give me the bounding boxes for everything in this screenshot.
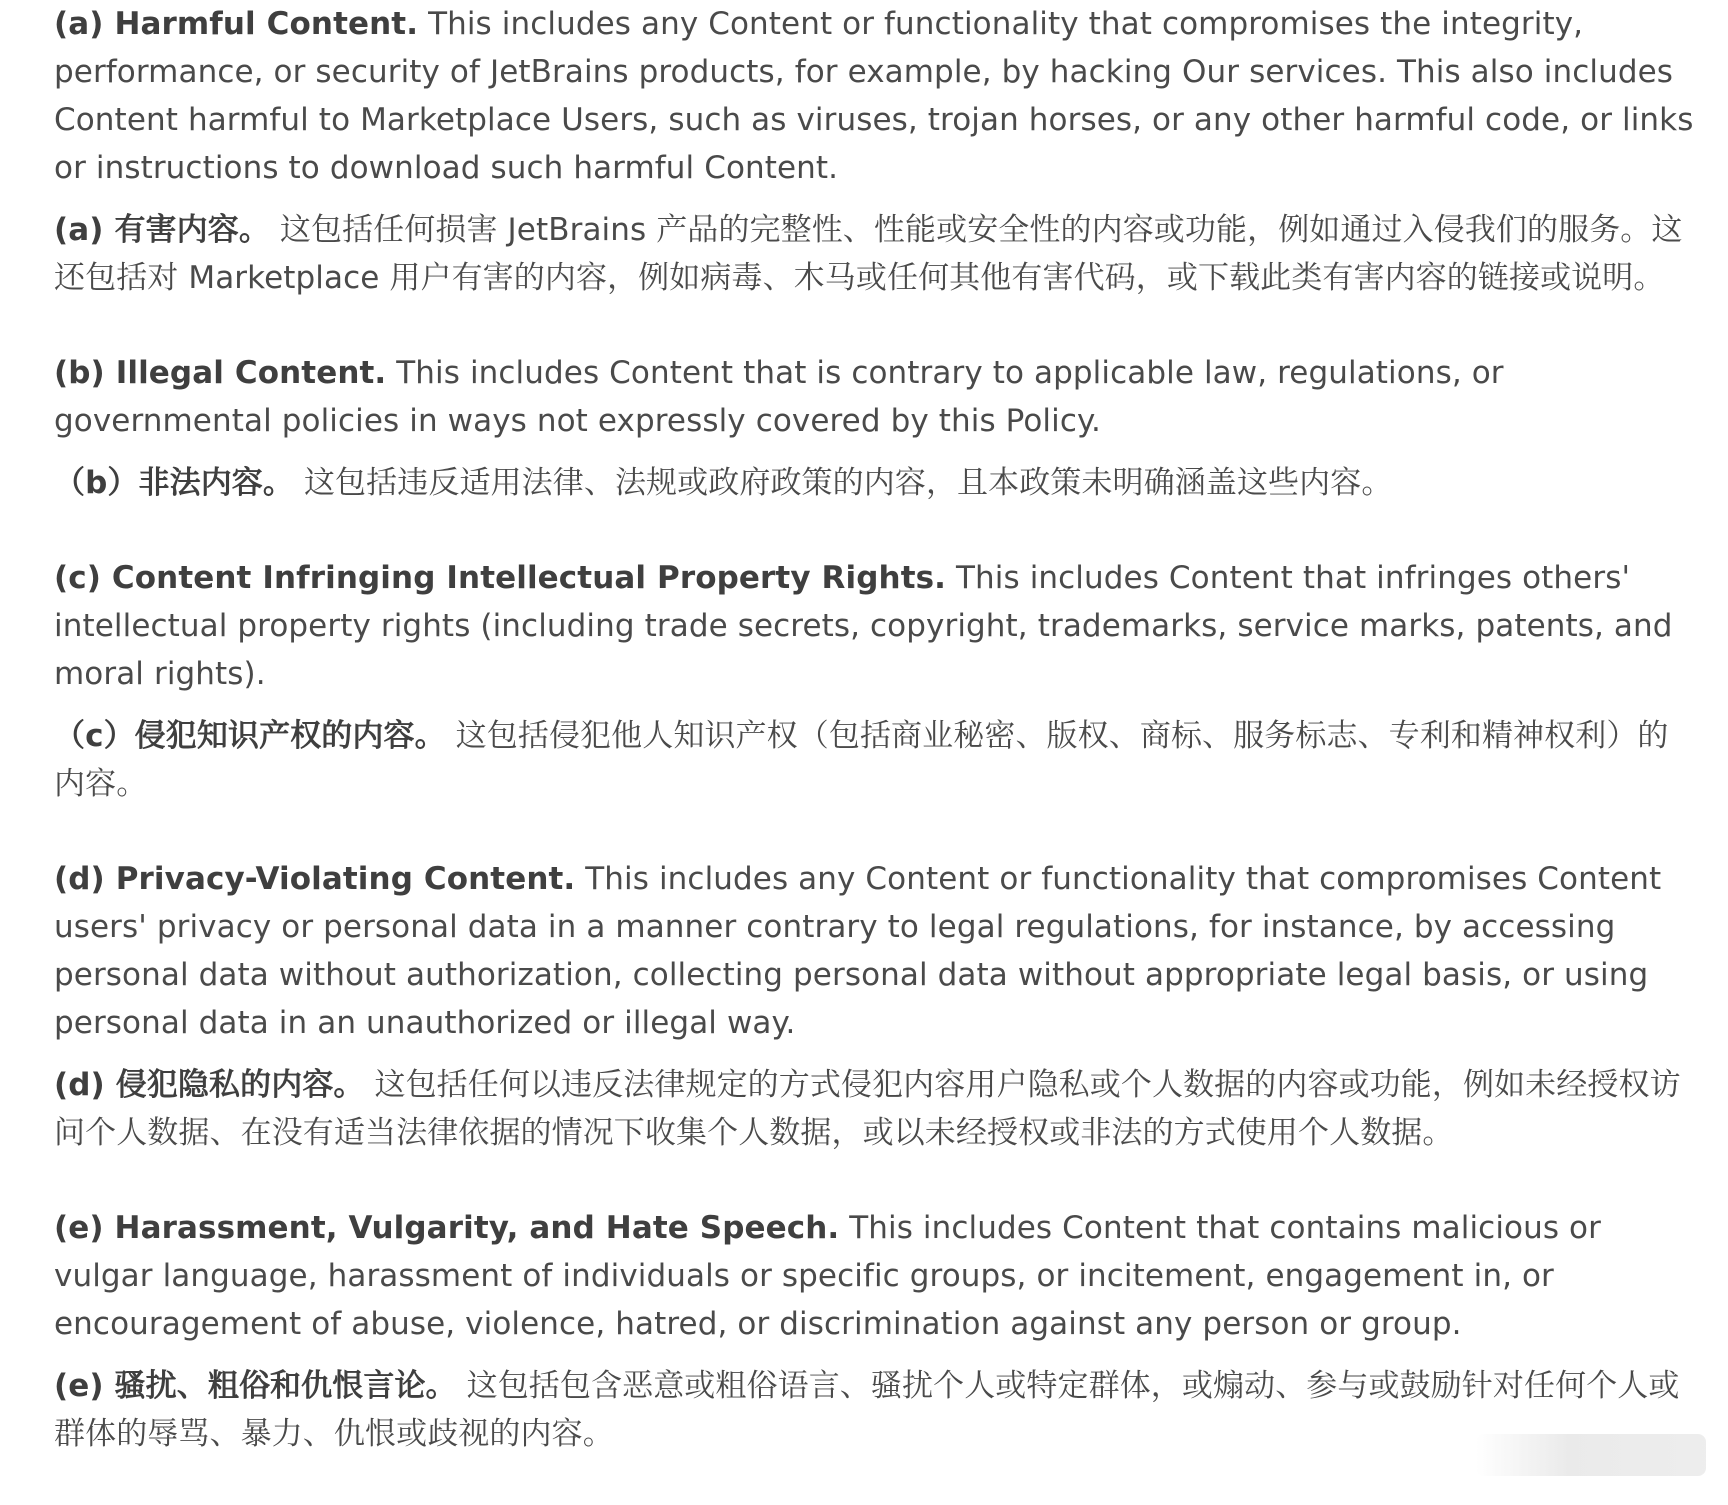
section-body: 这包括违反适用法律、法规或政府政策的内容，且本政策未明确涵盖这些内容。 — [294, 465, 1393, 501]
section-heading: (c) Content Infringing Intellectual Property Rights. — [54, 560, 947, 596]
section-ip-infringing-content — [54, 554, 1694, 808]
paragraph-chinese — [54, 1362, 1694, 1458]
paragraph-english — [54, 1204, 1694, 1348]
section-body: This includes Content that contains malicious or vulgar language, harassment of individuals or specific groups, or incitement, engagement in, or encouragement of abuse, violence, hatred, or discrimination against any person or group. — [54, 1210, 1601, 1342]
paragraph-english — [54, 855, 1694, 1047]
section-body: This includes any Content or functionality that compromises the integrity, performance, or security of JetBrains products, for example, by hacking Our services. This also includes Content harmful to Marketplace Users, such as viruses, trojan horses, or any other harmful code, or links or instructions to download such harmful Content. — [54, 6, 1694, 186]
section-harmful-content — [54, 0, 1694, 302]
section-body: This includes Content that is contrary to applicable law, regulations, or governmental policies in ways not expressly covered by this Policy. — [54, 355, 1504, 439]
paragraph-english — [54, 554, 1694, 698]
section-heading: (d) Privacy-Violating Content. — [54, 861, 576, 897]
paragraph-english — [54, 349, 1694, 445]
paragraph-english — [54, 0, 1694, 192]
section-heading: (d) 侵犯隐私的内容。 — [54, 1067, 365, 1103]
section-heading: (e) Harassment, Vulgarity, and Hate Speech. — [54, 1210, 840, 1246]
section-body: 这包括包含恶意或粗俗语言、骚扰个人或特定群体，或煽动、参与或鼓励针对任何个人或群体的辱骂、暴力、仇恨或歧视的内容。 — [54, 1368, 1680, 1452]
section-body: This includes any Content or functionality that compromises Content users' privacy or personal data in a manner contrary to legal regulations, for instance, by accessing personal data without authorization, collecting personal data without appropriate legal basis, or using personal data in an unauthorized or illegal way. — [54, 861, 1662, 1041]
paragraph-chinese — [54, 712, 1694, 808]
section-heading: (a) 有害内容。 — [54, 212, 270, 248]
section-heading: （c）侵犯知识产权的内容。 — [54, 718, 446, 754]
section-body: 这包括任何以违反法律规定的方式侵犯内容用户隐私或个人数据的内容或功能，例如未经授权访问个人数据、在没有适当法律依据的情况下收集个人数据，或以未经授权或非法的方式使用个人数据。 — [54, 1067, 1681, 1151]
paragraph-chinese — [54, 459, 1694, 507]
watermark-overlay — [1476, 1434, 1706, 1476]
section-body: 这包括侵犯他人知识产权（包括商业秘密、版权、商标、服务标志、专利和精神权利）的内容。 — [54, 718, 1669, 802]
section-heading: (e) 骚扰、粗俗和仇恨言论。 — [54, 1368, 457, 1404]
section-body: 这包括任何损害 JetBrains 产品的完整性、性能或安全性的内容或功能，例如通过入侵我们的服务。这还包括对 Marketplace 用户有害的内容，例如病毒、木马或任何其他有害代码，或下载此类有害内容的链接或说明。 — [54, 212, 1683, 296]
section-heading: (b) Illegal Content. — [54, 355, 387, 391]
section-harassment-hate-speech — [54, 1204, 1694, 1458]
section-privacy-violating-content — [54, 855, 1694, 1157]
section-body: This includes Content that infringes others' intellectual property rights (including trade secrets, copyright, trademarks, service marks, patents, and moral rights). — [54, 560, 1673, 692]
section-heading: （b）非法内容。 — [54, 465, 294, 501]
policy-document — [54, 0, 1694, 1505]
section-heading: (a) Harmful Content. — [54, 6, 419, 42]
paragraph-chinese — [54, 206, 1694, 302]
section-illegal-content — [54, 349, 1694, 507]
paragraph-chinese — [54, 1061, 1694, 1157]
